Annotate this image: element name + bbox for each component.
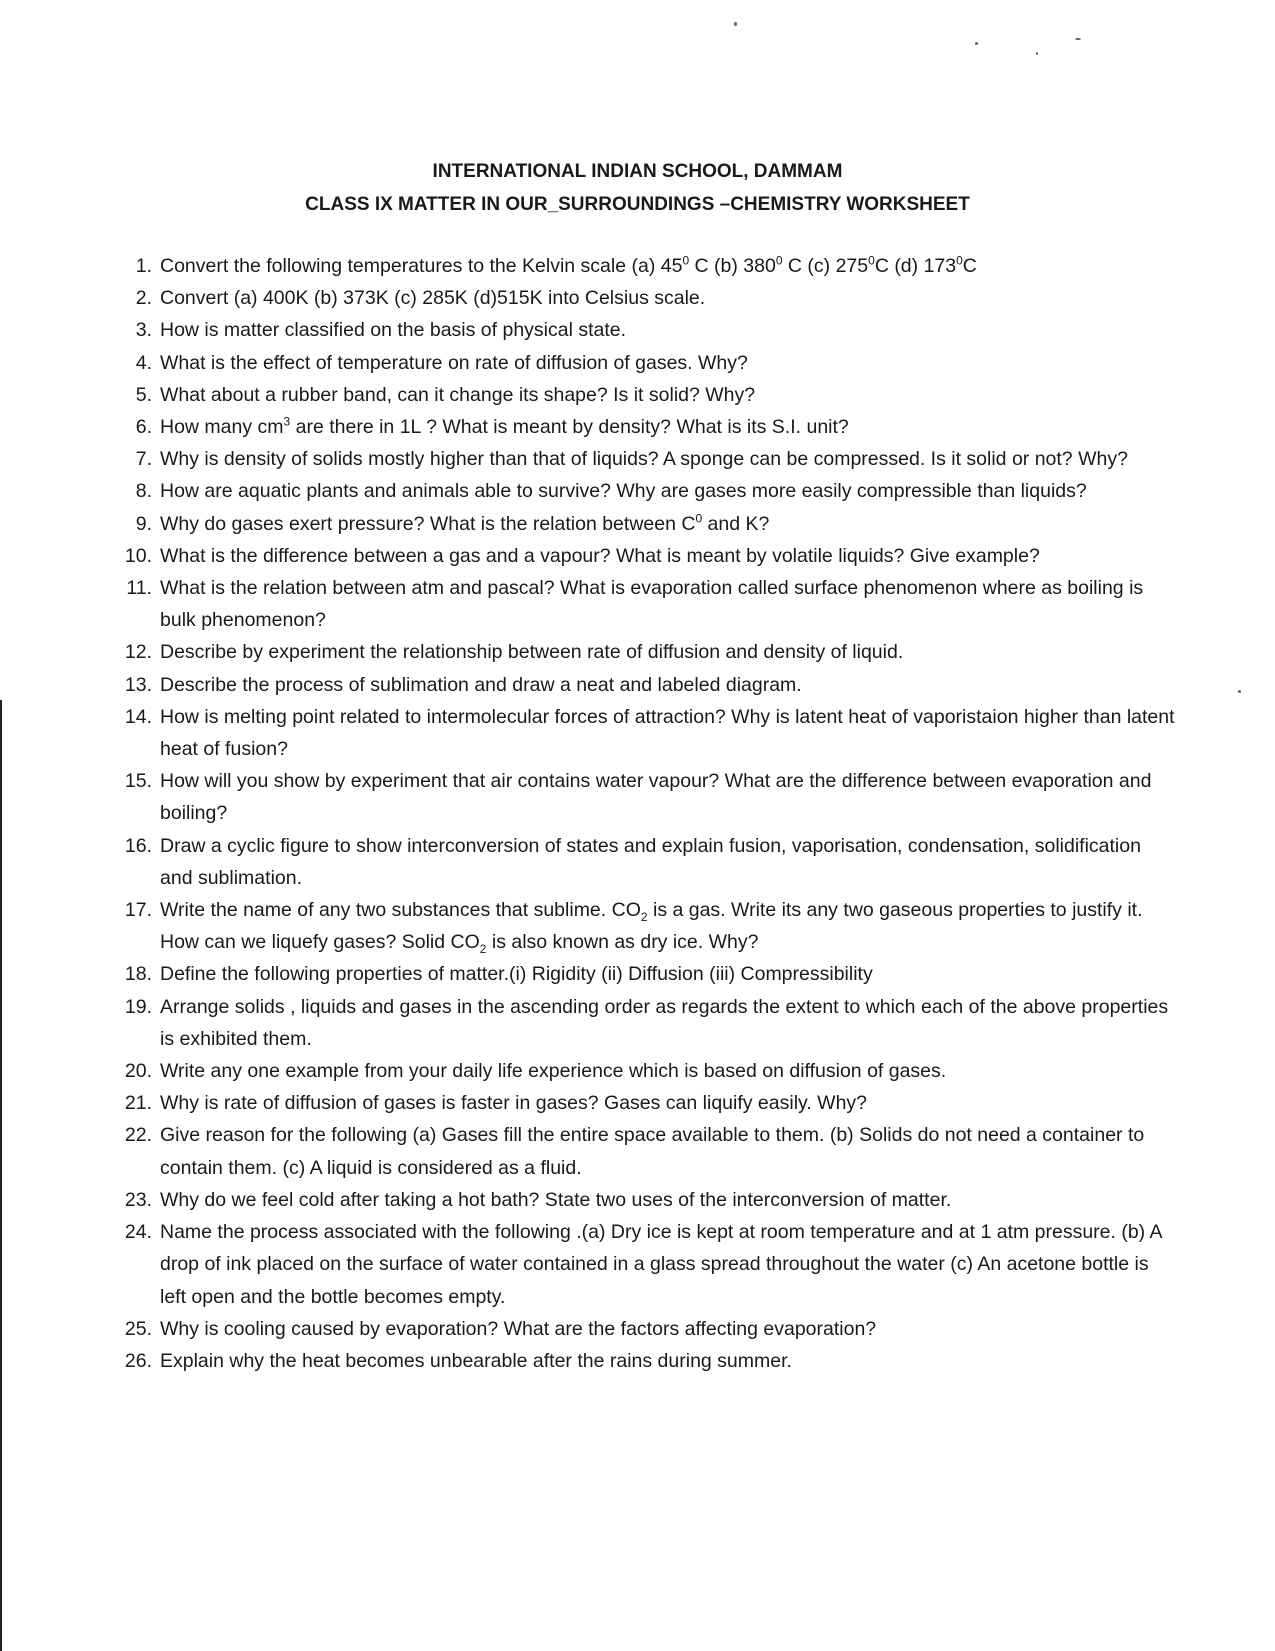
question-item [118,958,1178,990]
scan-speck [1036,52,1038,55]
superscript: 0 [775,253,783,268]
question-item [118,314,1178,346]
question-text [160,411,1178,443]
question-item [118,1345,1178,1377]
question-number: 23. [124,1188,152,1211]
question-text [160,347,1178,379]
question-text [160,508,1178,540]
question-text [160,1313,1178,1345]
question-item [118,572,1178,636]
question-number: 18. [124,963,152,986]
scan-speck [1238,690,1241,693]
question-text [160,1055,1178,1087]
question-text [160,1216,1178,1313]
question-item [118,1055,1178,1087]
question-item [118,1087,1178,1119]
question-text [160,250,1178,282]
question-number: 19. [124,995,152,1018]
question-number: 22. [124,1124,152,1147]
question-number: 14. [124,705,152,728]
question-text [160,991,1178,1055]
question-text [160,443,1178,475]
question-number: 24. [124,1221,152,1244]
superscript: 3 [283,414,291,429]
text-run: Give reason for the following (a) Gases fill the entire space available to them. (b) Solids do not need a container to contain them. (c) A liquid is considered as a fluid. [160,1124,1145,1179]
text-run: Draw a cyclic figure to show interconversion of states and explain fusion, vaporisation, condensation, solidification and sublimation. [160,834,1141,889]
question-item [118,830,1178,894]
question-text [160,572,1178,636]
text-run: Convert the following temperatures to the Kelvin scale (a) 45 [160,255,683,277]
text-run: Convert (a) 400K (b) 373K (c) 285K (d)515K into Celsius scale. [160,287,706,310]
text-run: Why is rate of diffusion of gases is faster in gases? Gases can liquify easily. Why? [160,1092,868,1115]
question-number: 3. [135,319,152,342]
scan-edge-line [0,700,2,1651]
scan-speck [1075,38,1081,40]
superscript: 0 [695,511,703,526]
question-item [118,347,1178,379]
question-number: 12. [124,641,152,664]
text-run: What about a rubber band, can it change its shape? Is it solid? Why? [160,383,756,406]
question-text [160,830,1178,894]
question-text [160,765,1178,829]
question-number: 10. [124,544,152,567]
question-item [118,894,1178,958]
question-number: 5. [135,383,152,406]
text-run: What is the effect of temperature on rate of diffusion of gases. Why? [160,351,748,374]
question-text [160,1345,1178,1377]
question-number: 16. [124,834,152,857]
text-run: How is matter classified on the basis of physical state. [160,319,627,342]
text-run: are there in 1L ? What is meant by density? What is its S.I. unit? [290,416,849,439]
question-text [160,1087,1178,1119]
question-number: 4. [135,351,152,374]
question-list [118,250,1178,1377]
text-run: and K? [702,512,770,535]
text-run: What is the relation between atm and pascal? What is evaporation called surface phenomenon where as boiling is bulk phenomenon? [160,577,1144,632]
question-item [118,701,1178,765]
question-text [160,282,1178,314]
question-text [160,540,1178,572]
question-item [118,508,1178,540]
worksheet-title: CLASS IX MATTER IN OUR_SURROUNDINGS –CHEMISTRY WORKSHEET [305,194,970,215]
question-number: 11. [126,577,152,600]
text-run: Write the name of any two substances that sublime. CO [160,899,641,922]
question-number: 6. [135,416,152,439]
text-run: Describe by experiment the relationship between rate of diffusion and density of liquid. [160,641,904,664]
question-item [118,1216,1178,1313]
text-run: Why is cooling caused by evaporation? What are the factors affecting evaporation? [160,1317,877,1340]
text-run: C [962,255,977,277]
question-number: 8. [135,480,152,503]
question-item [118,443,1178,475]
text-run: Define the following properties of matter.(i) Rigidity (ii) Diffusion (iii) Compressibility [160,963,873,986]
question-number: 9. [135,512,152,535]
text-run: How will you show by experiment that air contains water vapour? What are the difference between evaporation and boiling? [160,770,1152,825]
question-number: 20. [124,1060,152,1083]
scan-speck [734,22,737,26]
question-text [160,314,1178,346]
superscript: 0 [868,253,875,268]
text-run: Why is density of solids mostly higher than that of liquids? A sponge can be compressed. Is it solid or not? Why? [160,448,1128,471]
scan-speck [975,42,978,45]
question-item [118,411,1178,443]
question-number: 21. [124,1092,152,1115]
question-item [118,991,1178,1055]
question-item [118,669,1178,701]
text-run: Name the process associated with the following .(a) Dry ice is kept at room temperature and at 1 atm pressure. (b) A drop of ink placed on the surface of water contained in a glass spread throughout the water (c) An acetone bottle is left open and the bottle becomes empty. [160,1221,1162,1308]
question-number: 17. [124,899,152,922]
question-item [118,1119,1178,1183]
question-item [118,475,1178,507]
text-run: Explain why the heat becomes unbearable after the rains during summer. [160,1349,792,1372]
question-item [118,1313,1178,1345]
text-run: How is melting point related to intermolecular forces of attraction? Why is latent heat of vaporistaion higher than latent heat of fusion? [160,705,1175,761]
text-run: is also known as dry ice. Why? [486,931,759,954]
question-item [118,1184,1178,1216]
subscript: 2 [640,909,648,924]
text-run: How are aquatic plants and animals able to survive? Why are gases more easily compressible than liquids? [160,480,1087,503]
question-text [160,1119,1178,1183]
question-number: 2. [135,287,152,310]
text-run: Why do gases exert pressure? What is the relation between C [160,512,696,535]
question-item [118,636,1178,668]
question-text [160,379,1178,411]
text-run: C (d) 173 [874,255,957,277]
question-number: 26. [124,1349,152,1372]
text-run: How many cm [160,416,284,439]
question-number: 1. [135,255,152,277]
question-item [118,540,1178,572]
question-item [118,765,1178,829]
question-text [160,894,1178,958]
question-text [160,475,1178,507]
superscript: 0 [956,253,963,268]
superscript: 0 [682,253,690,268]
question-text [160,669,1178,701]
text-run: C (b) 380 [689,255,776,277]
question-item [118,379,1178,411]
question-item [118,282,1178,314]
text-run: Arrange solids , liquids and gases in the ascending order as regards the extent to which each of the above properties is exhibited them. [160,995,1169,1050]
text-run: Write any one example from your daily life experience which is based on diffusion of gases. [160,1060,947,1083]
question-number: 13. [124,673,152,696]
question-number: 25. [124,1317,152,1340]
text-run: C (c) 275 [782,255,869,277]
subscript: 2 [479,942,487,957]
text-run: is a gas. Write its any two gaseous properties to justify it. How can we liquefy gases? Solid CO [160,899,1143,954]
question-item [118,250,1178,282]
text-run: Why do we feel cold after taking a hot bath? State two uses of the interconversion of matter. [160,1188,952,1211]
question-number: 15. [124,770,152,793]
worksheet-header [0,155,1275,221]
question-text [160,701,1178,765]
text-run: What is the difference between a gas and a vapour? What is meant by volatile liquids? Give example? [160,544,1040,567]
question-number: 7. [135,448,152,471]
question-text [160,636,1178,668]
question-text [160,958,1178,990]
school-name: INTERNATIONAL INDIAN SCHOOL, DAMMAM [432,161,843,182]
text-run: Describe the process of sublimation and draw a neat and labeled diagram. [160,673,802,696]
question-text [160,1184,1178,1216]
